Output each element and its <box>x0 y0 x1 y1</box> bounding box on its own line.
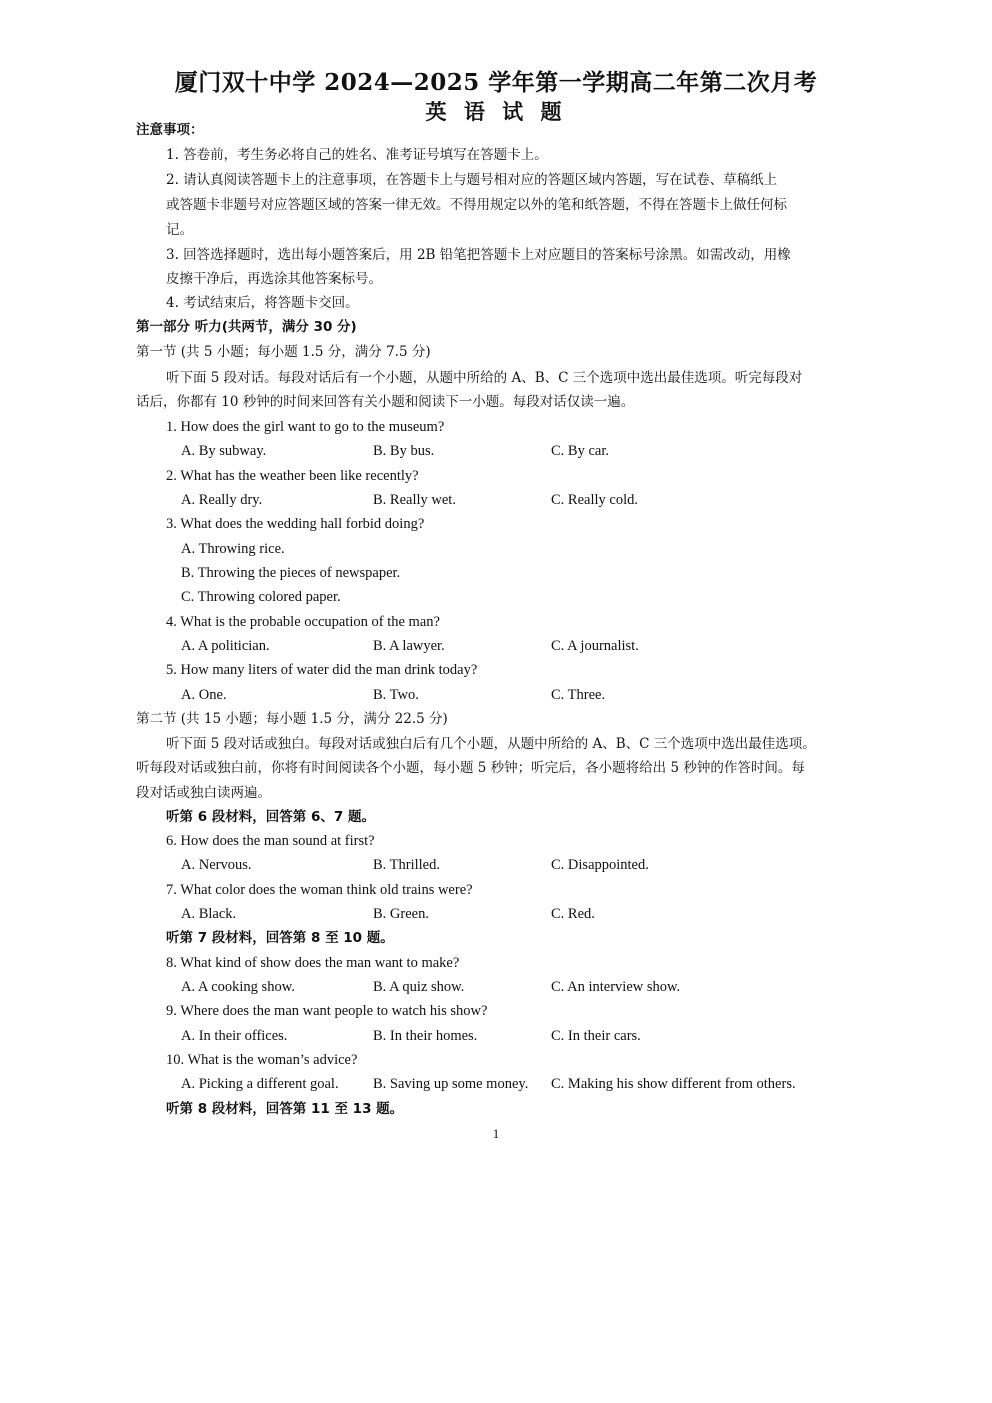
note-item-2-line-3: 记。 <box>166 222 193 238</box>
q5-option-a: A. One. <box>181 687 227 703</box>
q2-option-b: B. Really wet. <box>373 492 456 508</box>
q10-option-a: A. Picking a different goal. <box>181 1076 339 1092</box>
note-item-3-line-1: 3. 回答选择题时，选出每小题答案后，用 2B 铅笔把答题卡上对应题目的答案标号涂黑。如需改动，用橡 <box>166 247 791 263</box>
q10-option-c: C. Making his show different from others. <box>551 1076 796 1092</box>
question-2: 2. What has the weather been like recently? <box>166 468 419 484</box>
section2-intro-line-3: 段对话或独白读两遍。 <box>136 785 271 801</box>
q1-option-b: B. By bus. <box>373 443 435 459</box>
question-1: 1. How does the girl want to go to the museum? <box>166 419 445 435</box>
q1-option-a: A. By subway. <box>181 443 267 459</box>
q4-option-c: C. A journalist. <box>551 638 639 654</box>
note-item-2-line-2: 或答题卡非题号对应答题区域的答案一律无效。不得用规定以外的笔和纸答题，不得在答题卡上做任何标 <box>166 197 787 213</box>
q9-option-b: B. In their homes. <box>373 1028 478 1044</box>
q5-option-c: C. Three. <box>551 687 606 703</box>
q7-option-b: B. Green. <box>373 906 429 922</box>
question-8: 8. What kind of show does the man want to make? <box>166 955 460 971</box>
exam-subtitle: 英 语 试 题 <box>425 99 567 124</box>
exam-title: 厦门双十中学 2024—2025 学年第一学期高二年第二次月考 <box>174 69 818 96</box>
q4-option-b: B. A lawyer. <box>373 638 445 654</box>
q1-option-c: C. By car. <box>551 443 609 459</box>
q9-option-c: C. In their cars. <box>551 1028 641 1044</box>
q6-option-c: C. Disappointed. <box>551 857 649 873</box>
page-number: 1 <box>492 1126 500 1141</box>
q7-option-c: C. Red. <box>551 906 595 922</box>
question-7: 7. What color does the woman think old trains were? <box>166 882 473 898</box>
q2-option-a: A. Really dry. <box>181 492 263 508</box>
note-item-3-line-2: 皮擦干净后，再选涂其他答案标号。 <box>166 271 382 287</box>
note-item-2-line-1: 2. 请认真阅读答题卡上的注意事项，在答题卡上与题号相对应的答题区域内答题，写在试卷、草稿纸上 <box>166 172 778 188</box>
q3-option-b: B. Throwing the pieces of newspaper. <box>181 565 401 581</box>
q3-option-a: A. Throwing rice. <box>181 541 285 557</box>
q4-option-a: A. A politician. <box>181 638 270 654</box>
q3-option-c: C. Throwing colored paper. <box>181 589 341 605</box>
section2-heading: 第二节 (共 15 小题；每小题 1.5 分，满分 22.5 分) <box>136 711 448 727</box>
note-item-4: 4. 考试结束后，将答题卡交回。 <box>166 295 359 311</box>
q10-option-b: B. Saving up some money. <box>373 1076 529 1092</box>
section2-intro-line-2: 听每段对话或独白前，你将有时间阅读各个小题，每小题 5 秒钟；听完后，各小题将给出 5 秒钟的作答时间。每 <box>136 760 805 776</box>
q8-option-c: C. An interview show. <box>551 979 681 995</box>
q8-option-a: A. A cooking show. <box>181 979 295 995</box>
section2-intro-line-1: 听下面 5 段对话或独白。每段对话或独白后有几个小题，从题中所给的 A、B、C 三个选项中选出最佳选项。 <box>166 736 816 752</box>
question-3: 3. What does the wedding hall forbid doing? <box>166 516 425 532</box>
section1-heading: 第一节 (共 5 小题；每小题 1.5 分，满分 7.5 分) <box>136 344 431 360</box>
question-10: 10. What is the woman’s advice? <box>166 1052 358 1068</box>
q6-option-a: A. Nervous. <box>181 857 252 873</box>
question-6: 6. How does the man sound at first? <box>166 833 375 849</box>
material-8-heading: 听第 8 段材料，回答第 11 至 13 题。 <box>166 1101 404 1117</box>
q7-option-a: A. Black. <box>181 906 237 922</box>
section1-intro-line-2: 话后，你都有 10 秒钟的时间来回答有关小题和阅读下一小题。每段对话仅读一遍。 <box>136 394 635 410</box>
q9-option-a: A. In their offices. <box>181 1028 288 1044</box>
q8-option-b: B. A quiz show. <box>373 979 465 995</box>
material-7-heading: 听第 7 段材料，回答第 8 至 10 题。 <box>166 930 394 946</box>
q5-option-b: B. Two. <box>373 687 419 703</box>
section1-intro-line-1: 听下面 5 段对话。每段对话后有一个小题，从题中所给的 A、B、C 三个选项中选出最佳选项。听完每段对 <box>166 370 803 386</box>
q2-option-c: C. Really cold. <box>551 492 638 508</box>
material-6-heading: 听第 6 段材料，回答第 6、7 题。 <box>166 809 375 825</box>
question-9: 9. Where does the man want people to watch his show? <box>166 1003 488 1019</box>
question-4: 4. What is the probable occupation of the man? <box>166 614 440 630</box>
note-item-1: 1. 答卷前，考生务必将自己的姓名、准考证号填写在答题卡上。 <box>166 147 548 163</box>
part1-heading: 第一部分 听力(共两节，满分 30 分) <box>136 319 357 335</box>
question-5: 5. How many liters of water did the man drink today? <box>166 662 478 678</box>
notes-heading: 注意事项： <box>136 122 204 138</box>
q6-option-b: B. Thrilled. <box>373 857 440 873</box>
